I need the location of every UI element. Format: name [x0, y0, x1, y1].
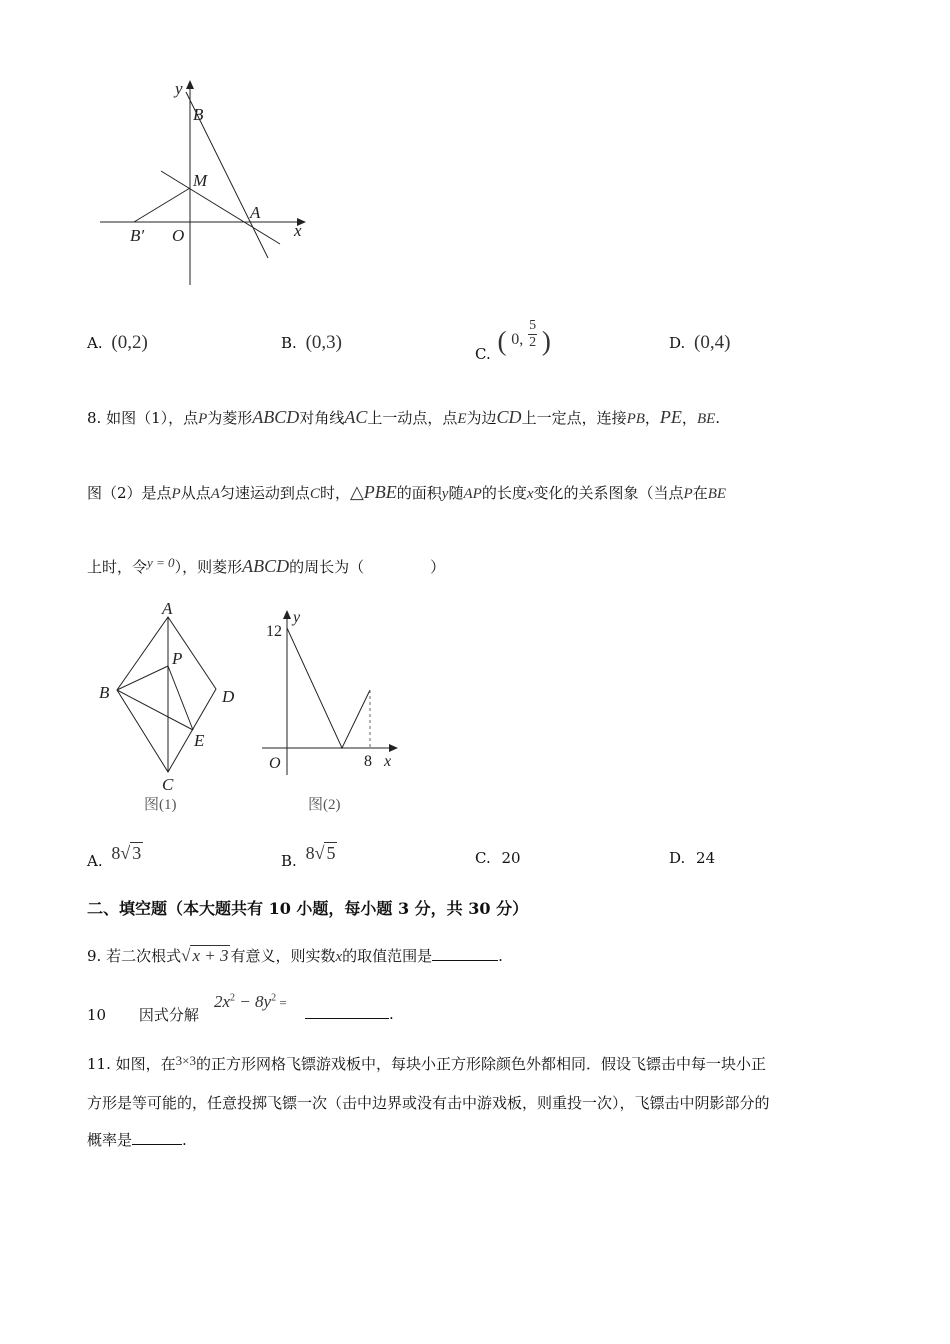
text: 上一定点，连接 — [521, 409, 627, 427]
var-CD: CD — [496, 407, 522, 427]
text: 11. 如图，在 — [87, 1055, 176, 1073]
label-A: A — [250, 203, 261, 222]
text: ， — [681, 409, 697, 427]
q10-blank — [305, 1004, 394, 1023]
equation-y-eq-0: y = 0 — [147, 555, 175, 570]
option-value: (0,3) — [305, 332, 342, 353]
paren-close: ) — [541, 326, 551, 356]
q8-figure-1-rhombus — [95, 598, 245, 816]
q8-line-2 — [87, 482, 726, 503]
var-P: P — [683, 486, 693, 502]
label-y: y — [175, 79, 183, 98]
var-A: A — [210, 486, 220, 502]
segment-BpM — [134, 188, 190, 222]
q8-option-b[interactable] — [281, 843, 337, 870]
q8-figure-2-graph — [255, 602, 405, 816]
var-triangle-PBE: △PBE — [349, 482, 397, 502]
paren-open: ( — [497, 326, 507, 356]
coefficient: 8 — [305, 843, 315, 863]
option-value: 24 — [696, 849, 716, 867]
label-8: 8 — [364, 753, 372, 770]
text: 的取值范围是 — [342, 947, 433, 965]
x-axis-arrow — [389, 744, 398, 752]
label-12: 12 — [266, 623, 282, 640]
q11-line-3 — [87, 1129, 187, 1150]
label-E: E — [194, 731, 205, 750]
sqrt-expression: √ x + 3 — [181, 946, 229, 965]
q10-expression — [214, 992, 287, 1012]
var-AC: AC — [344, 407, 368, 427]
label-C: C — [162, 775, 174, 794]
q9-line — [87, 945, 503, 966]
text: ， — [644, 409, 660, 427]
option-label: D. — [669, 849, 686, 867]
segment-BE — [117, 690, 193, 730]
option-label: B. — [281, 852, 297, 870]
graph-line — [287, 628, 370, 748]
q10-line — [87, 1004, 199, 1025]
q11-line-1 — [87, 1053, 766, 1074]
text: 上时，令 — [87, 558, 148, 576]
text: 的面积 — [396, 484, 442, 502]
option-label: A. — [87, 334, 103, 352]
text: 的正方形网格飞镖游戏板中，每块小正方形除颜色外都相同．假设飞镖击中每一块小正 — [195, 1055, 766, 1073]
label-O: O — [172, 226, 185, 245]
label-D: D — [222, 687, 235, 706]
option-value: (0,2) — [111, 332, 148, 353]
var-x: x — [335, 949, 343, 965]
label-O: O — [269, 755, 281, 772]
q8-option-d[interactable] — [669, 849, 715, 867]
q7-coordinate-figure — [95, 78, 320, 293]
text: 时， — [319, 484, 350, 502]
segment-PE — [168, 666, 193, 730]
label-M: M — [193, 171, 208, 190]
label-y: y — [293, 609, 301, 626]
q7-option-c[interactable] — [475, 314, 551, 363]
segment-BP — [117, 666, 168, 690]
var-PE: PE — [659, 407, 682, 427]
answer-blank[interactable] — [132, 1130, 182, 1145]
option-label: C. — [475, 345, 491, 363]
fraction-numerator: 5 — [529, 317, 537, 333]
text: 从点 — [180, 484, 211, 502]
caption-figure-2: 图(2) — [308, 797, 341, 813]
var-P: P — [198, 411, 208, 427]
text: . — [498, 947, 503, 965]
text: 概率是 — [87, 1131, 133, 1149]
text: 图（2）是点 — [87, 484, 172, 502]
fraction-denominator: 2 — [529, 334, 537, 350]
answer-blank[interactable] — [432, 946, 498, 961]
answer-blank[interactable] — [305, 1004, 389, 1019]
radicand: 3 — [132, 843, 142, 863]
label-x: x — [384, 753, 392, 770]
text: . — [182, 1131, 187, 1149]
question-number: 10 — [87, 1006, 107, 1024]
grid-size: 3×3 — [175, 1053, 196, 1068]
text: 9. 若二次根式 — [87, 947, 182, 965]
fraction-5-2 — [528, 318, 537, 351]
radicand: 5 — [326, 843, 336, 863]
text: 的周长为（ — [289, 558, 365, 576]
exponent: 2 — [271, 992, 277, 1004]
q8-option-c[interactable] — [475, 849, 521, 867]
text: 随 — [448, 484, 464, 502]
text: ） — [430, 558, 446, 576]
option-label: D. — [669, 334, 686, 352]
option-value: 20 — [501, 849, 521, 867]
term: − 8y — [235, 992, 272, 1011]
equals: = — [276, 995, 287, 1010]
text: ），则菱形 — [174, 558, 243, 576]
text: 为边 — [466, 409, 497, 427]
y-axis-arrow — [283, 610, 291, 619]
text: . — [389, 1005, 394, 1023]
text: 因式分解 — [138, 1006, 199, 1024]
y-axis-arrow — [186, 80, 194, 89]
option-label: C. — [475, 849, 491, 867]
var-BE: BE — [707, 486, 727, 502]
q11-line-2: 方形是等可能的，任意投掷飞镖一次（击中边界或没有击中游戏板，则重投一次），飞镖击中阴影部分的 — [87, 1094, 770, 1112]
q7-option-a[interactable] — [87, 332, 148, 354]
var-P: P — [171, 486, 181, 502]
text: 为菱形 — [207, 409, 253, 427]
var-C: C — [309, 486, 320, 502]
var-BE: BE — [696, 411, 716, 427]
q7-option-d[interactable] — [669, 332, 730, 354]
label-A: A — [162, 599, 173, 618]
label-P: P — [172, 649, 183, 668]
option-value-8sqrt3: 8√ 3 — [111, 843, 142, 863]
label-B: B — [99, 683, 110, 702]
label-B: B — [193, 105, 204, 124]
text: 在 — [692, 484, 708, 502]
q8-line-1 — [87, 407, 720, 428]
coefficient: 8 — [111, 843, 121, 863]
var-ABCD: ABCD — [242, 556, 290, 576]
option-value-8sqrt5: 8√ 5 — [305, 843, 336, 863]
text: 对角线 — [299, 409, 345, 427]
text: 的长度 — [481, 484, 527, 502]
q8-option-a[interactable] — [87, 843, 143, 870]
option-label: B. — [281, 334, 297, 352]
term: 2x — [214, 992, 231, 1011]
q8-line-3 — [87, 556, 445, 577]
text: 匀速运动到点 — [219, 484, 310, 502]
text: 有意义，则实数 — [230, 947, 336, 965]
text: . — [715, 409, 721, 427]
option-label: A. — [87, 852, 103, 870]
var-PB: PB — [626, 411, 645, 427]
text: 8. 如图（1），点 — [87, 409, 199, 427]
radicand: x + 3 — [192, 946, 229, 965]
text: 上一动点，点 — [367, 409, 458, 427]
var-y: y — [441, 486, 449, 502]
caption-figure-1: 图(1) — [144, 797, 177, 813]
exponent: 2 — [230, 992, 236, 1004]
var-AP: AP — [463, 486, 482, 502]
c-zero: 0, — [511, 331, 524, 348]
var-ABCD: ABCD — [252, 407, 300, 427]
label-x: x — [294, 221, 302, 240]
section-heading: 二、填空题（本大题共有 10 小题，每小题 3 分，共 30 分） — [87, 899, 529, 918]
label-Bprime: B′ — [130, 226, 145, 245]
text: 变化的关系图象（当点 — [533, 484, 684, 502]
option-value: (0,4) — [694, 332, 731, 353]
q7-option-b[interactable] — [281, 332, 342, 354]
var-E: E — [457, 411, 467, 427]
var-x: x — [526, 486, 534, 502]
